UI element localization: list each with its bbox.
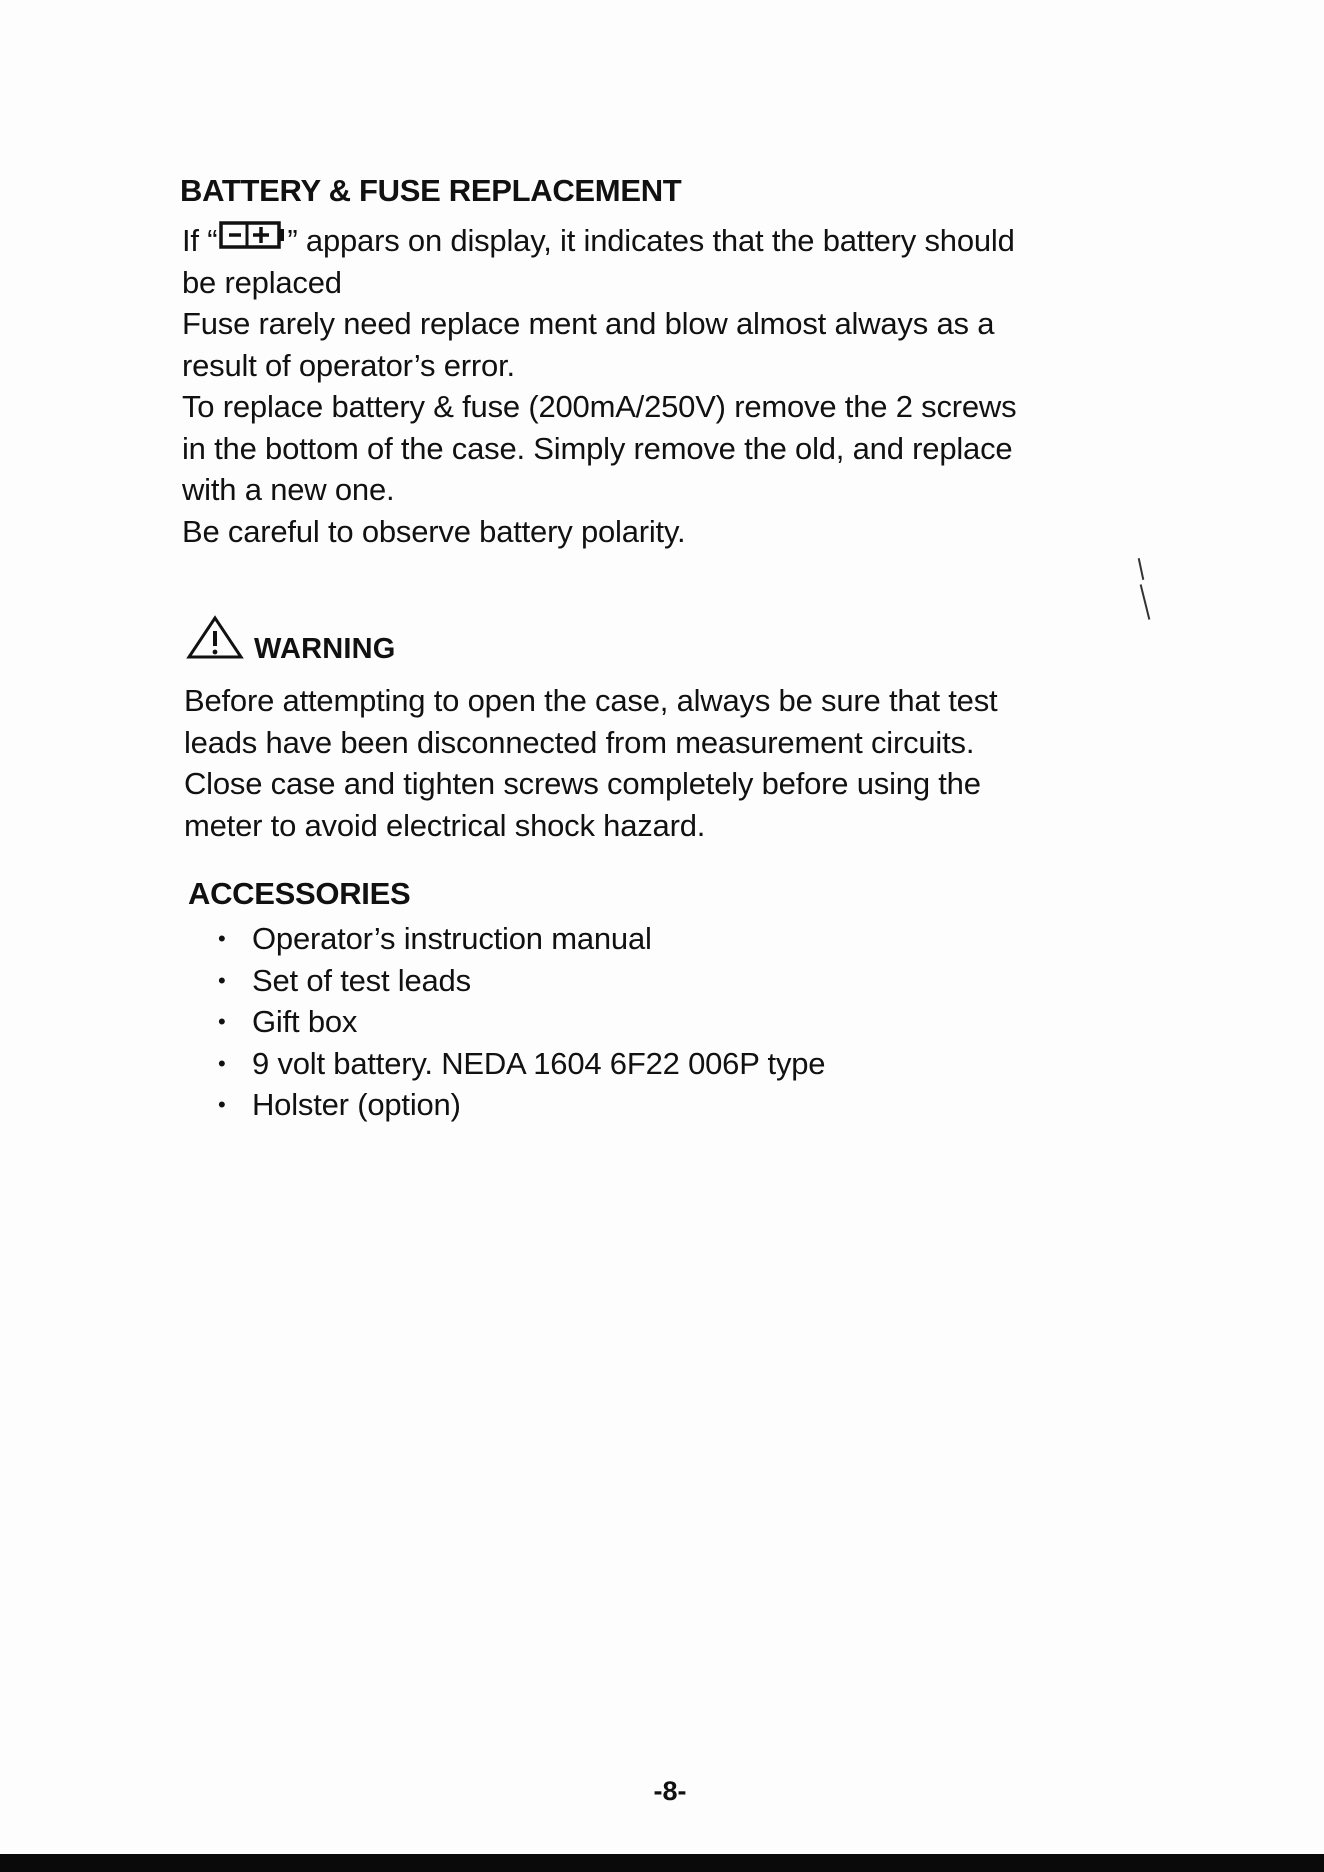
list-item-text: Set of test leads [252, 962, 471, 998]
warning-text-line: Before attempting to open the case, always be sure that test [184, 683, 998, 718]
battery-text-line: in the bottom of the case. Simply remove the old, and replace [182, 430, 1013, 466]
battery-text-line: result of operator’s error. [182, 347, 515, 383]
scan-mark [1138, 558, 1145, 580]
list-item [218, 918, 825, 960]
warning-text-line: meter to avoid electrical shock hazard. [184, 807, 706, 843]
battery-text-line [182, 220, 1016, 262]
battery-text-line: To replace battery & fuse (200mA/250V) remove the 2 screws [182, 389, 1017, 424]
list-item-text: Gift box [252, 1004, 358, 1039]
battery-text-line: be replaced [182, 264, 342, 300]
warning-heading [186, 622, 396, 664]
battery-fuse-heading: BATTERY & FUSE REPLACEMENT [180, 173, 682, 208]
list-item [218, 1084, 825, 1126]
list-item-text: Operator’s instruction manual [252, 921, 652, 956]
battery-fuse-paragraph [182, 220, 1016, 552]
scan-mark [1140, 584, 1151, 619]
page-number: -8- [653, 1776, 687, 1806]
accessories-heading: ACCESSORIES [188, 876, 411, 911]
warning-paragraph [184, 680, 997, 846]
list-item [218, 960, 825, 1002]
bullet-icon: • [218, 1009, 226, 1034]
warning-text-line: leads have been disconnected from measurement circuits. [184, 724, 975, 760]
battery-text-line: Be careful to observe battery polarity. [182, 513, 686, 549]
battery-icon [219, 219, 285, 261]
warning-text-line: Close case and tighten screws completely before using the [184, 766, 981, 801]
warning-label: WARNING [254, 633, 396, 665]
bullet-icon: • [218, 967, 226, 993]
list-item-text: 9 volt battery. NEDA 1604 6F22 006P type [252, 1045, 826, 1081]
scan-border [0, 1854, 1324, 1872]
warning-triangle-icon [186, 615, 244, 664]
battery-line1-suffix: ” appars on display, it indicates that the battery should [287, 223, 1015, 258]
list-item [218, 1001, 825, 1043]
bullet-icon: • [218, 1050, 226, 1076]
accessories-list [218, 918, 825, 1126]
battery-text-line: Fuse rarely need replace ment and blow almost always as a [182, 306, 995, 341]
battery-line1-prefix: If “ [182, 223, 218, 258]
list-item-text: Holster (option) [252, 1087, 461, 1122]
battery-text-line: with a new one. [182, 472, 395, 507]
list-item [218, 1043, 825, 1085]
bullet-icon: • [218, 1092, 226, 1117]
bullet-icon: • [218, 926, 226, 951]
